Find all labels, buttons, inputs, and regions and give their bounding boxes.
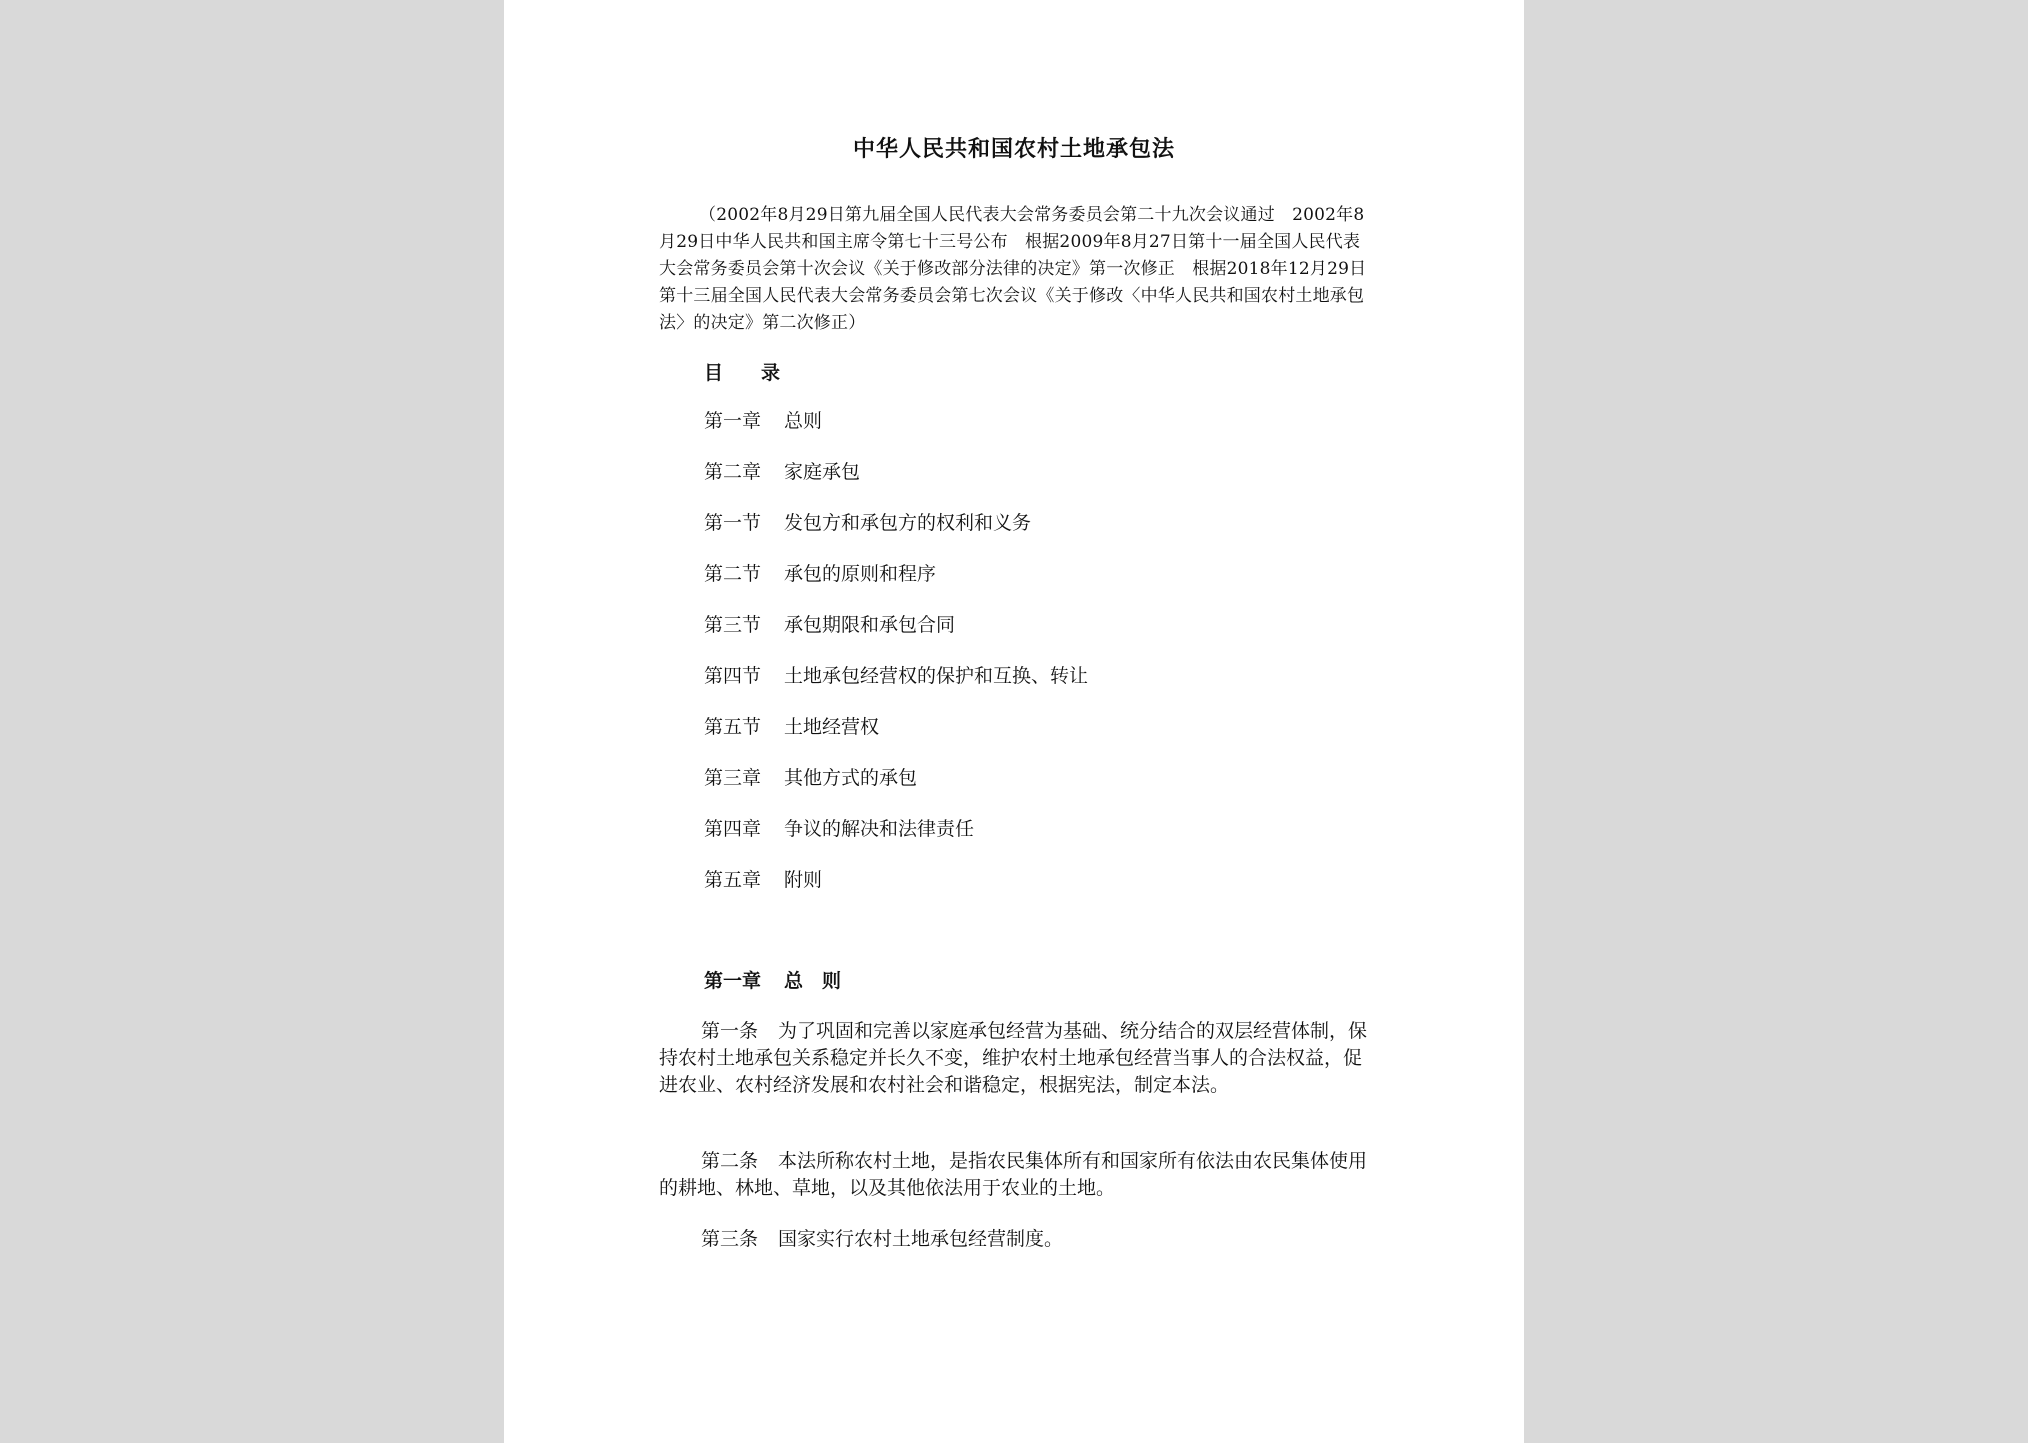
article-number: 第三条 (701, 1228, 759, 1250)
toc-item-title: 其他方式的承包 (784, 767, 918, 789)
toc-item-title: 承包的原则和程序 (784, 563, 937, 585)
toc-item-number: 第一节 (704, 512, 762, 534)
toc-item-title: 总则 (784, 410, 823, 432)
toc-item-number: 第一章 (704, 410, 762, 432)
toc-item (704, 457, 1088, 508)
toc-item-number: 第二节 (704, 563, 762, 585)
toc-item-title: 家庭承包 (784, 461, 861, 483)
preamble-note: （2002年8月29日第九届全国人民代表大会常务委员会第二十九次会议通过 2002年8月29日中华人民共和国主席令第七十三号公布 根据2009年8月27日第十一届全国人民代表大会常务委员会第十次会议《关于修改部分法律的决定》第一次修正 根据2018年12月29日第十三届全国人民代表大会常务委员会第七次会议《关于修改〈中华人民共和国农村土地承包法〉的决定》第二次修正） (659, 205, 1367, 333)
toc-item-number: 第三节 (704, 614, 762, 636)
toc-item (704, 508, 1088, 559)
toc-item-number: 第四节 (704, 665, 762, 687)
toc-item (704, 406, 1088, 457)
toc-item (704, 763, 1088, 814)
toc-item-number: 第五节 (704, 716, 762, 738)
toc-item-title: 土地经营权 (784, 716, 880, 738)
toc-item (704, 610, 1088, 661)
table-of-contents (704, 406, 1088, 916)
toc-item (704, 712, 1088, 763)
chapter-number: 第一章 (704, 970, 762, 992)
toc-item (704, 661, 1088, 712)
article-paragraph (659, 1148, 1369, 1202)
toc-item (704, 865, 1088, 916)
article-paragraph (659, 1018, 1369, 1099)
toc-item-number: 第五章 (704, 869, 762, 891)
article-number: 第二条 (701, 1150, 759, 1172)
toc-item-title: 附则 (784, 869, 823, 891)
toc-item (704, 559, 1088, 610)
chapter-title: 总 则 (784, 970, 842, 992)
toc-item-number: 第三章 (704, 767, 762, 789)
toc-item-number: 第四章 (704, 818, 762, 840)
toc-item (704, 814, 1088, 865)
article-text: 国家实行农村土地承包经营制度。 (778, 1228, 1064, 1250)
toc-item-number: 第二章 (704, 461, 762, 483)
toc-item-title: 争议的解决和法律责任 (784, 818, 975, 840)
toc-item-title: 承包期限和承包合同 (784, 614, 956, 636)
chapter-heading (704, 966, 841, 993)
article-text: 本法所称农村土地，是指农民集体所有和国家所有依法由农民集体使用的耕地、林地、草地，以及其他依法用于农业的土地。 (659, 1150, 1368, 1199)
toc-item-title: 发包方和承包方的权利和义务 (784, 512, 1032, 534)
article-text: 为了巩固和完善以家庭承包经营为基础、统分结合的双层经营体制，保持农村土地承包关系稳定并长久不变，维护农村土地承包经营当事人的合法权益，促进农业、农村经济发展和农村社会和谐稳定，根据宪法，制定本法。 (659, 1020, 1368, 1096)
article-paragraph (659, 1226, 1369, 1253)
article-number: 第一条 (701, 1020, 759, 1042)
toc-heading: 目 录 (704, 362, 781, 384)
toc-item-title: 土地承包经营权的保护和互换、转让 (784, 665, 1089, 687)
document-page (504, 0, 1524, 1443)
document-title: 中华人民共和国农村土地承包法 (852, 136, 1175, 162)
